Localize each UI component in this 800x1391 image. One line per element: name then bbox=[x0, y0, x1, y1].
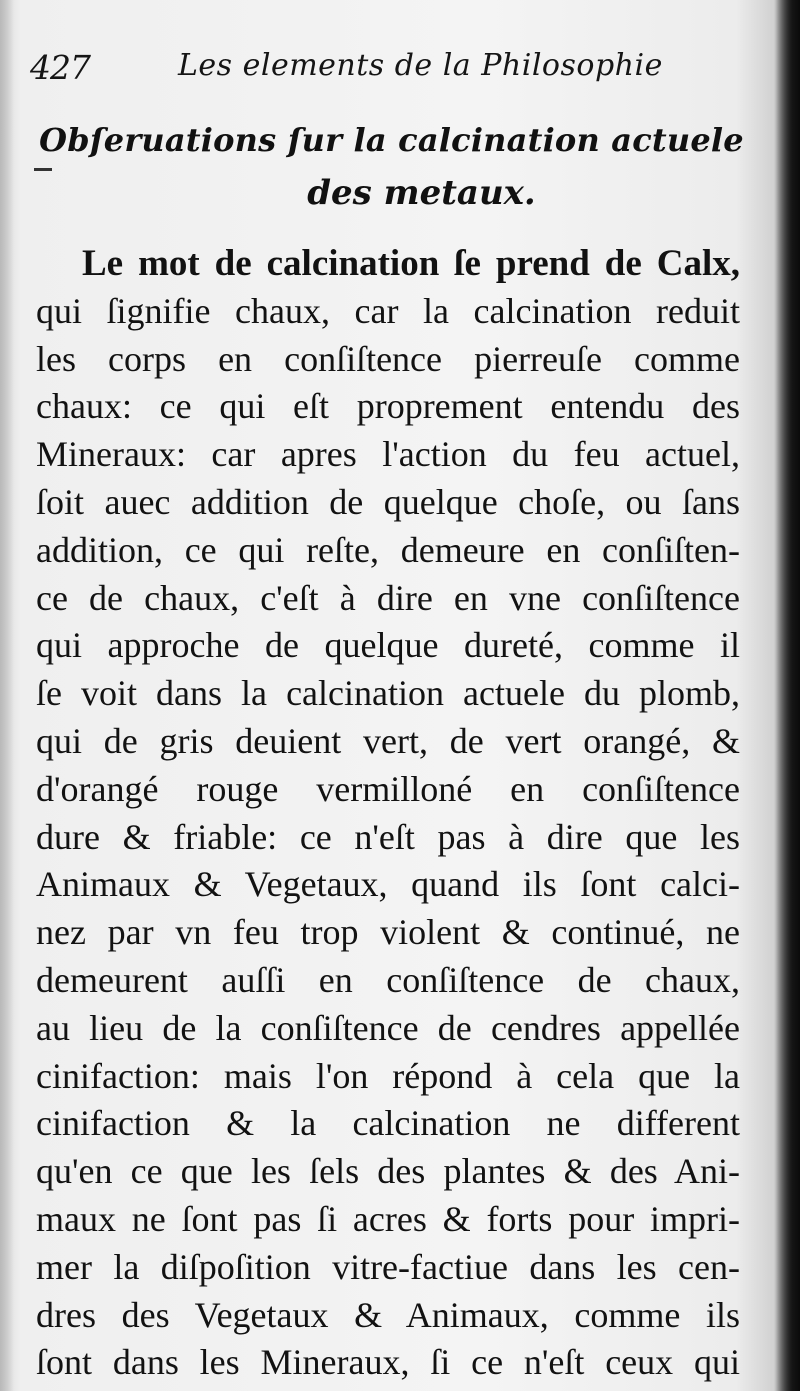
text-line: cinifaction: mais l'on répond à cela que la bbox=[36, 1055, 740, 1096]
text-line: qui approche de quelque dureté, comme il bbox=[36, 625, 740, 666]
text-line: ſoit auec addition de quelque choſe, ou ſans bbox=[36, 481, 740, 522]
text-line: qui ſignifie chaux, car la calcination reduit bbox=[36, 290, 740, 331]
text-line: mer la diſpoſition vitre-factiue dans les cen- bbox=[36, 1246, 740, 1287]
running-title: Les elements de la Philosophie bbox=[178, 48, 663, 83]
text-line: d'orangé rouge vermilloné en conſiſtence bbox=[36, 768, 740, 809]
text-line: Le mot de calcination ſe prend de Calx, bbox=[82, 243, 740, 284]
text-line: les corps en conſiſtence pierreuſe comme bbox=[36, 338, 740, 379]
page-number: 427 bbox=[30, 48, 90, 87]
text-line: dure & friable: ce n'eſt pas à dire que les bbox=[36, 816, 740, 857]
body-text bbox=[36, 240, 740, 1387]
text-line: cinifaction & la calcination ne different bbox=[36, 1103, 740, 1144]
section-heading bbox=[34, 114, 749, 220]
section-heading-line-1: Obſeruations ſur la calcination actuele bbox=[39, 121, 744, 159]
section-heading-line-2: des metaux. bbox=[307, 173, 536, 213]
text-line: chaux: ce qui eſt proprement entendu des bbox=[36, 386, 740, 427]
text-line: dres des Vegetaux & Animaux, comme ils bbox=[36, 1294, 740, 1335]
text-line: demeurent auſſi en conſiſtence de chaux, bbox=[36, 959, 740, 1000]
text-line: nez par vn feu trop violent & continué, ne bbox=[36, 912, 740, 953]
text-line: ſe voit dans la calcination actuele du plomb, bbox=[36, 673, 740, 714]
text-line: qu'en ce que les ſels des plantes & des Ani- bbox=[36, 1151, 740, 1192]
text-line: Mineraux: car apres l'action du feu actuel, bbox=[36, 434, 740, 475]
text-line: Animaux & Vegetaux, quand ils ſont calci- bbox=[36, 864, 740, 905]
running-head bbox=[30, 48, 750, 92]
text-line: qui de gris deuient vert, de vert orangé, & bbox=[36, 720, 740, 761]
text-line: ſont dans les Mineraux, ſi ce n'eſt ceux qui bbox=[36, 1342, 740, 1383]
text-line: ce de chaux, c'eſt à dire en vne conſiſtence bbox=[36, 577, 740, 618]
text-line: addition, ce qui reſte, demeure en conſiſten- bbox=[36, 529, 740, 570]
text-line: maux ne ſont pas ſi acres & forts pour impri- bbox=[36, 1198, 740, 1239]
text-line: au lieu de la conſiſtence de cendres appellée bbox=[36, 1007, 740, 1048]
